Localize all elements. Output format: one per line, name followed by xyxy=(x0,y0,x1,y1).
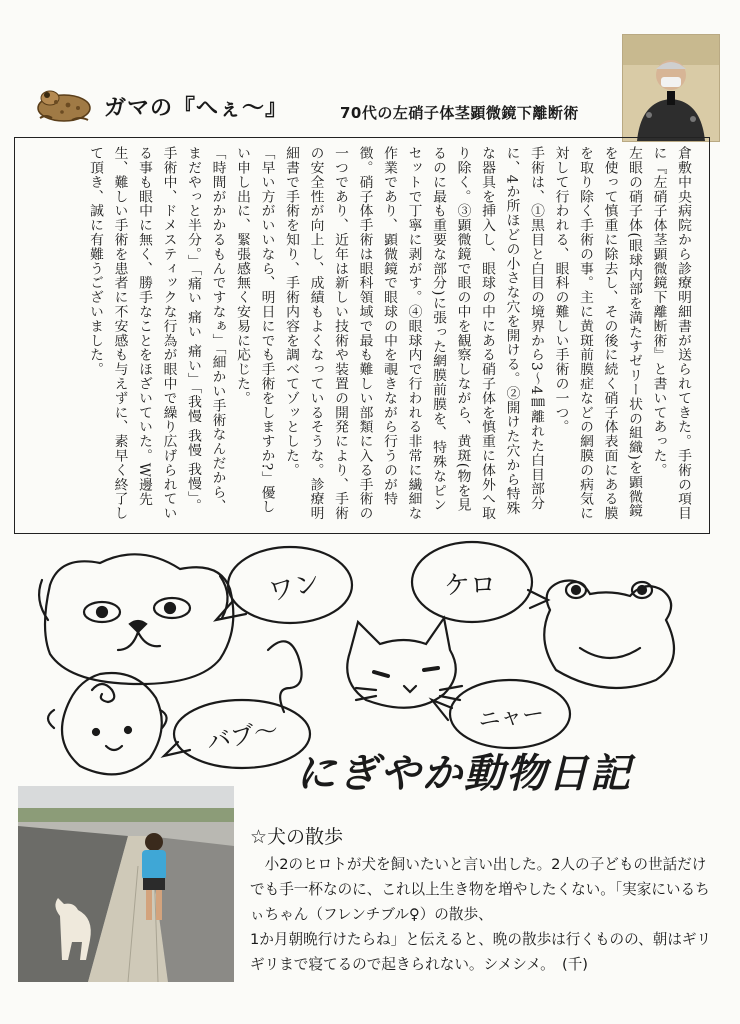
story-paragraph: 小2のヒロトが犬を飼いたいと言い出した。2人の子どもの世話だけでも手一杯なのに、これ以上生き物を増やしたくない。「実家にいるちぃちゃん（フレンチブル♀）の散歩、 xyxy=(250,856,710,923)
column-brand-title: ガマの『へぇ～』 xyxy=(104,96,289,121)
bubble-text-frog: ケロ xyxy=(444,571,497,601)
author-photo xyxy=(622,34,720,142)
feature-title: にぎやか動物日記 xyxy=(296,751,632,797)
cat-doodle-icon xyxy=(347,618,462,708)
column-paragraph: 倉敷中央病院から診療明細書が送られてきた。手術の項目に『左硝子体茎顕微鏡下離断術』と書いてあった。 xyxy=(650,146,691,521)
bubble-text-cat: ニャー xyxy=(477,701,546,734)
column-body xyxy=(83,146,696,526)
column-paragraph: 左眼の硝子体(眼球内部を満たすゼリー状の組織)を顕微鏡を使って慎重に除去し、その後に続く硝子体表面にある膜を取り除く手術の事。主に黄斑前膜症などの網膜の病気に対して行われる、眼科の難しい手術の一つ。 xyxy=(552,146,642,521)
toad-icon xyxy=(32,80,94,124)
column-paragraph: 手術中、ドメスティックな行為が眼中で繰り広げられている事も眼中に無く、勝手なことをほざいていた。W邊先生、難しい手術を患者に不安感も与えずに、素早く終了して頂き、誠に有難うございました。 xyxy=(87,146,177,521)
baby-doodle-icon xyxy=(48,673,167,774)
story-paragraph: 1か月朝晩行けたらね」と伝えると、晩の散歩は行くものの、朝はギリギリまで寝てるので起きられない。シメシメ。 (千) xyxy=(250,931,712,973)
dog-doodle-icon xyxy=(39,554,233,684)
column-paragraph: 「時間がかかるもんですなぁ」「細かい手術なんだから、まだやっと半分。」「痛い 痛い 痛い」「我慢 我慢 我慢」。 xyxy=(185,146,226,514)
column-paragraph: 手術は、①黒目と白目の境界から3～4㎜離れた白目部分に、4か所ほどの小さな穴を開ける。②開けた穴から特殊な器具を挿入し、眼球の中にある硝子体を慎重に体外へ取り除く。③顕微鏡で眼の中を観察しながら、黄斑(物を見るのに最も重要な部分)に張った網膜前膜を、特殊なピンセットで丁寧に剥がす。④眼球内で行われる非常に繊細な作業であり、顕微鏡で眼球の中を覗きながら行うのが特徴。硝子体手術は眼科領域で最も難しい部類に入る手術の一つであり、近年は新しい技術や装置の開発により、手術の安全性が向上し、成績もよくなっているそうな。診療明細書で手術を知り、手術内容を調べてゾッとした。 xyxy=(283,146,544,521)
squiggle-line xyxy=(268,641,302,712)
story-body xyxy=(250,852,712,977)
column-box xyxy=(14,137,710,534)
dog-walk-photo xyxy=(18,786,234,982)
bubble-text-baby: バブ～ xyxy=(204,715,281,757)
column-subtitle: 70代の左硝子体茎顕微鏡下離断術 xyxy=(340,104,579,122)
bubble-text-dog: ワン xyxy=(265,567,324,609)
section-heading: ☆犬の散歩 xyxy=(250,826,344,848)
column-paragraph: 「早い方がいいなら、明日にでも手術をしますか?」優しい申し出に、緊張感無く安易に応じた。 xyxy=(234,146,275,514)
frog-doodle-icon xyxy=(544,581,674,689)
